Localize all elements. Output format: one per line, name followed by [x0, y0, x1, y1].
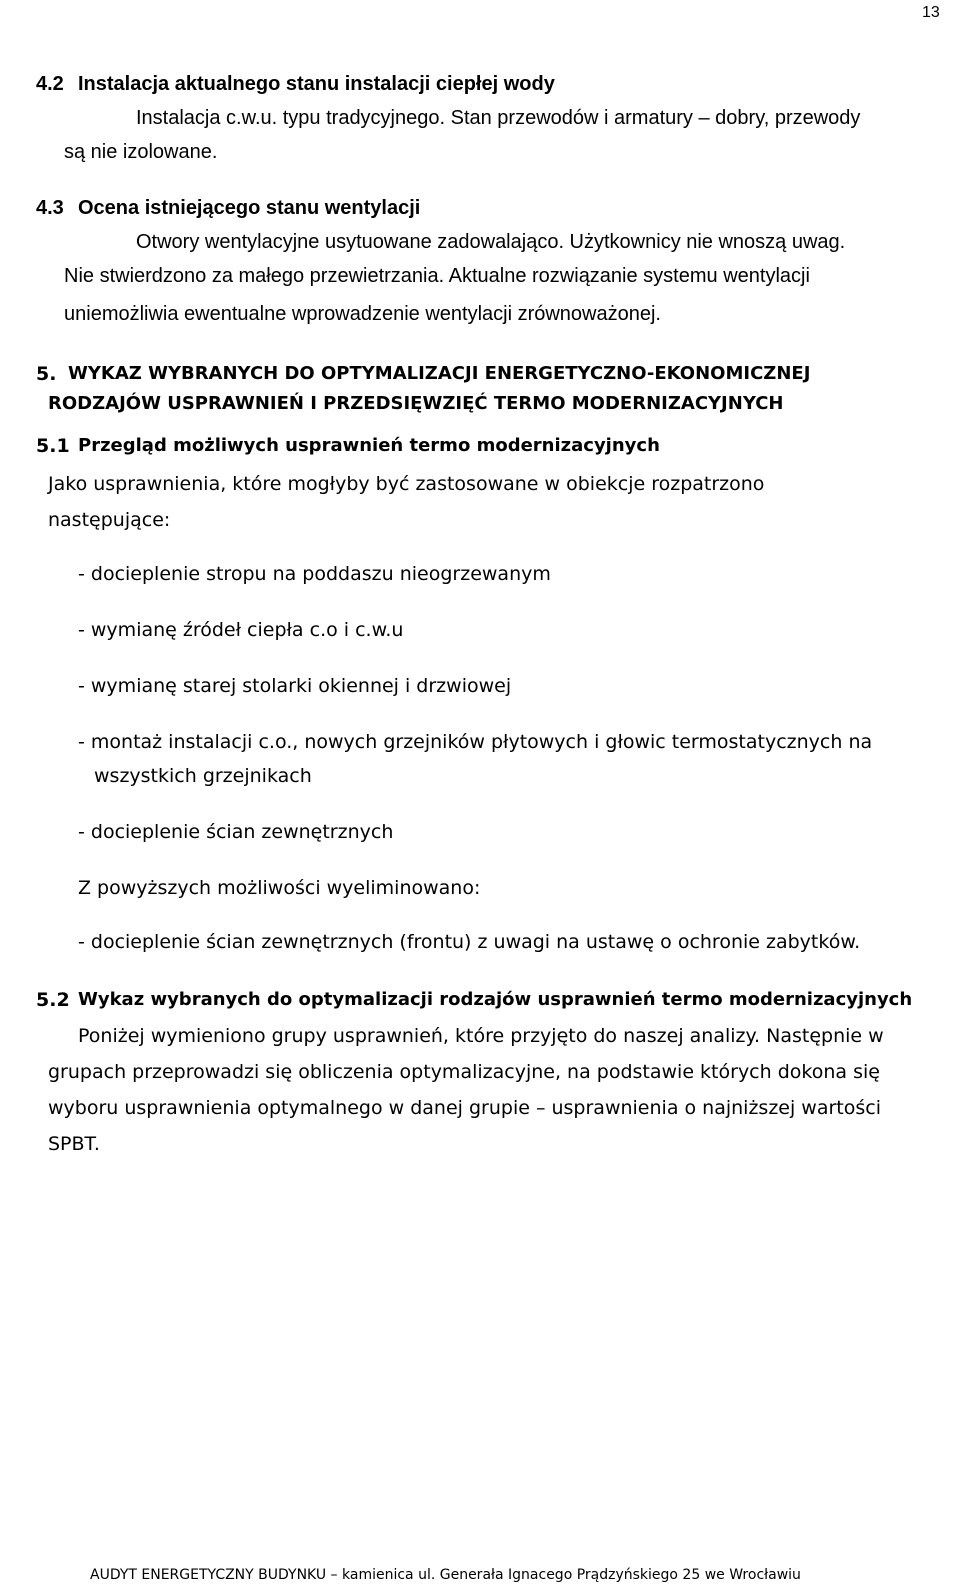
- eliminated-item: - docieplenie ścian zewnętrznych (frontu) z uwagi na ustawę o ochronie zabytków.: [78, 931, 861, 953]
- section-5-2-number: 5.2: [36, 989, 70, 1011]
- section-5-2-text-line2: grupach przeprowadzi się obliczenia optymalizacyjne, na podstawie których dokona się: [48, 1061, 880, 1083]
- page-footer: AUDYT ENERGETYCZNY BUDYNKU – kamienica ul. Generała Ignacego Prądzyńskiego 25 we Wrocławiu: [90, 1567, 801, 1583]
- section-4-3-text-line1: Otwory wentylacyjne usytuowane zadowalająco. Użytkownicy nie wnoszą uwag.: [136, 231, 846, 253]
- section-5-2-title: Wykaz wybranych do optymalizacji rodzajów usprawnień termo modernizacyjnych: [78, 989, 913, 1010]
- section-5-title-line1: WYKAZ WYBRANYCH DO OPTYMALIZACJI ENERGETYCZNO-EKONOMICZNEJ: [68, 363, 811, 384]
- section-4-2-text-line2: są nie izolowane.: [64, 141, 218, 163]
- section-4-3-title: Ocena istniejącego stanu wentylacji: [78, 197, 421, 219]
- section-4-2-text-line1: Instalacja c.w.u. typu tradycyjnego. Stan przewodów i armatury – dobry, przewody: [136, 107, 861, 129]
- section-5-number: 5.: [36, 363, 57, 385]
- section-4-2-title: Instalacja aktualnego stanu instalacji ciepłej wody: [78, 73, 555, 95]
- section-5-1-number: 5.1: [36, 435, 70, 457]
- list-item: - docieplenie stropu na poddaszu nieogrzewanym: [78, 563, 551, 585]
- section-5-2-text-line1: Poniżej wymieniono grupy usprawnień, które przyjęto do naszej analizy. Następnie w: [78, 1025, 884, 1047]
- section-5-2-text-line4: SPBT.: [48, 1133, 100, 1155]
- section-5-title-line2: RODZAJÓW USPRAWNIEŃ I PRZEDSIĘWZIĘĆ TERMO MODERNIZACYJNYCH: [48, 393, 784, 414]
- section-4-3-number: 4.3: [36, 197, 64, 219]
- section-4-3-text-line3: uniemożliwia ewentualne wprowadzenie wentylacji zrównoważonej.: [64, 303, 661, 325]
- section-4-3-text-line2: Nie stwierdzono za małego przewietrzania. Aktualne rozwiązanie systemu wentylacji: [64, 265, 810, 287]
- page-number: 13: [922, 4, 940, 21]
- list-item: - wymianę źródeł ciepła c.o i c.w.u: [78, 619, 404, 641]
- section-5-1-intro-line2: następujące:: [48, 509, 171, 531]
- eliminated-label: Z powyższych możliwości wyeliminowano:: [78, 877, 481, 899]
- section-5-1-intro-line1: Jako usprawnienia, które mogłyby być zastosowane w obiekcje rozpatrzono: [48, 473, 765, 495]
- section-4-2-number: 4.2: [36, 73, 64, 95]
- section-5-1-title: Przegląd możliwych usprawnień termo modernizacyjnych: [78, 435, 660, 456]
- list-item: - docieplenie ścian zewnętrznych: [78, 821, 394, 843]
- list-item: - montaż instalacji c.o., nowych grzejników płytowych i głowic termostatycznych na: [78, 731, 873, 753]
- list-item-continuation: wszystkich grzejnikach: [94, 765, 312, 787]
- section-5-2-text-line3: wyboru usprawnienia optymalnego w danej grupie – usprawnienia o najniższej wartości: [48, 1097, 881, 1119]
- list-item: - wymianę starej stolarki okiennej i drzwiowej: [78, 675, 512, 697]
